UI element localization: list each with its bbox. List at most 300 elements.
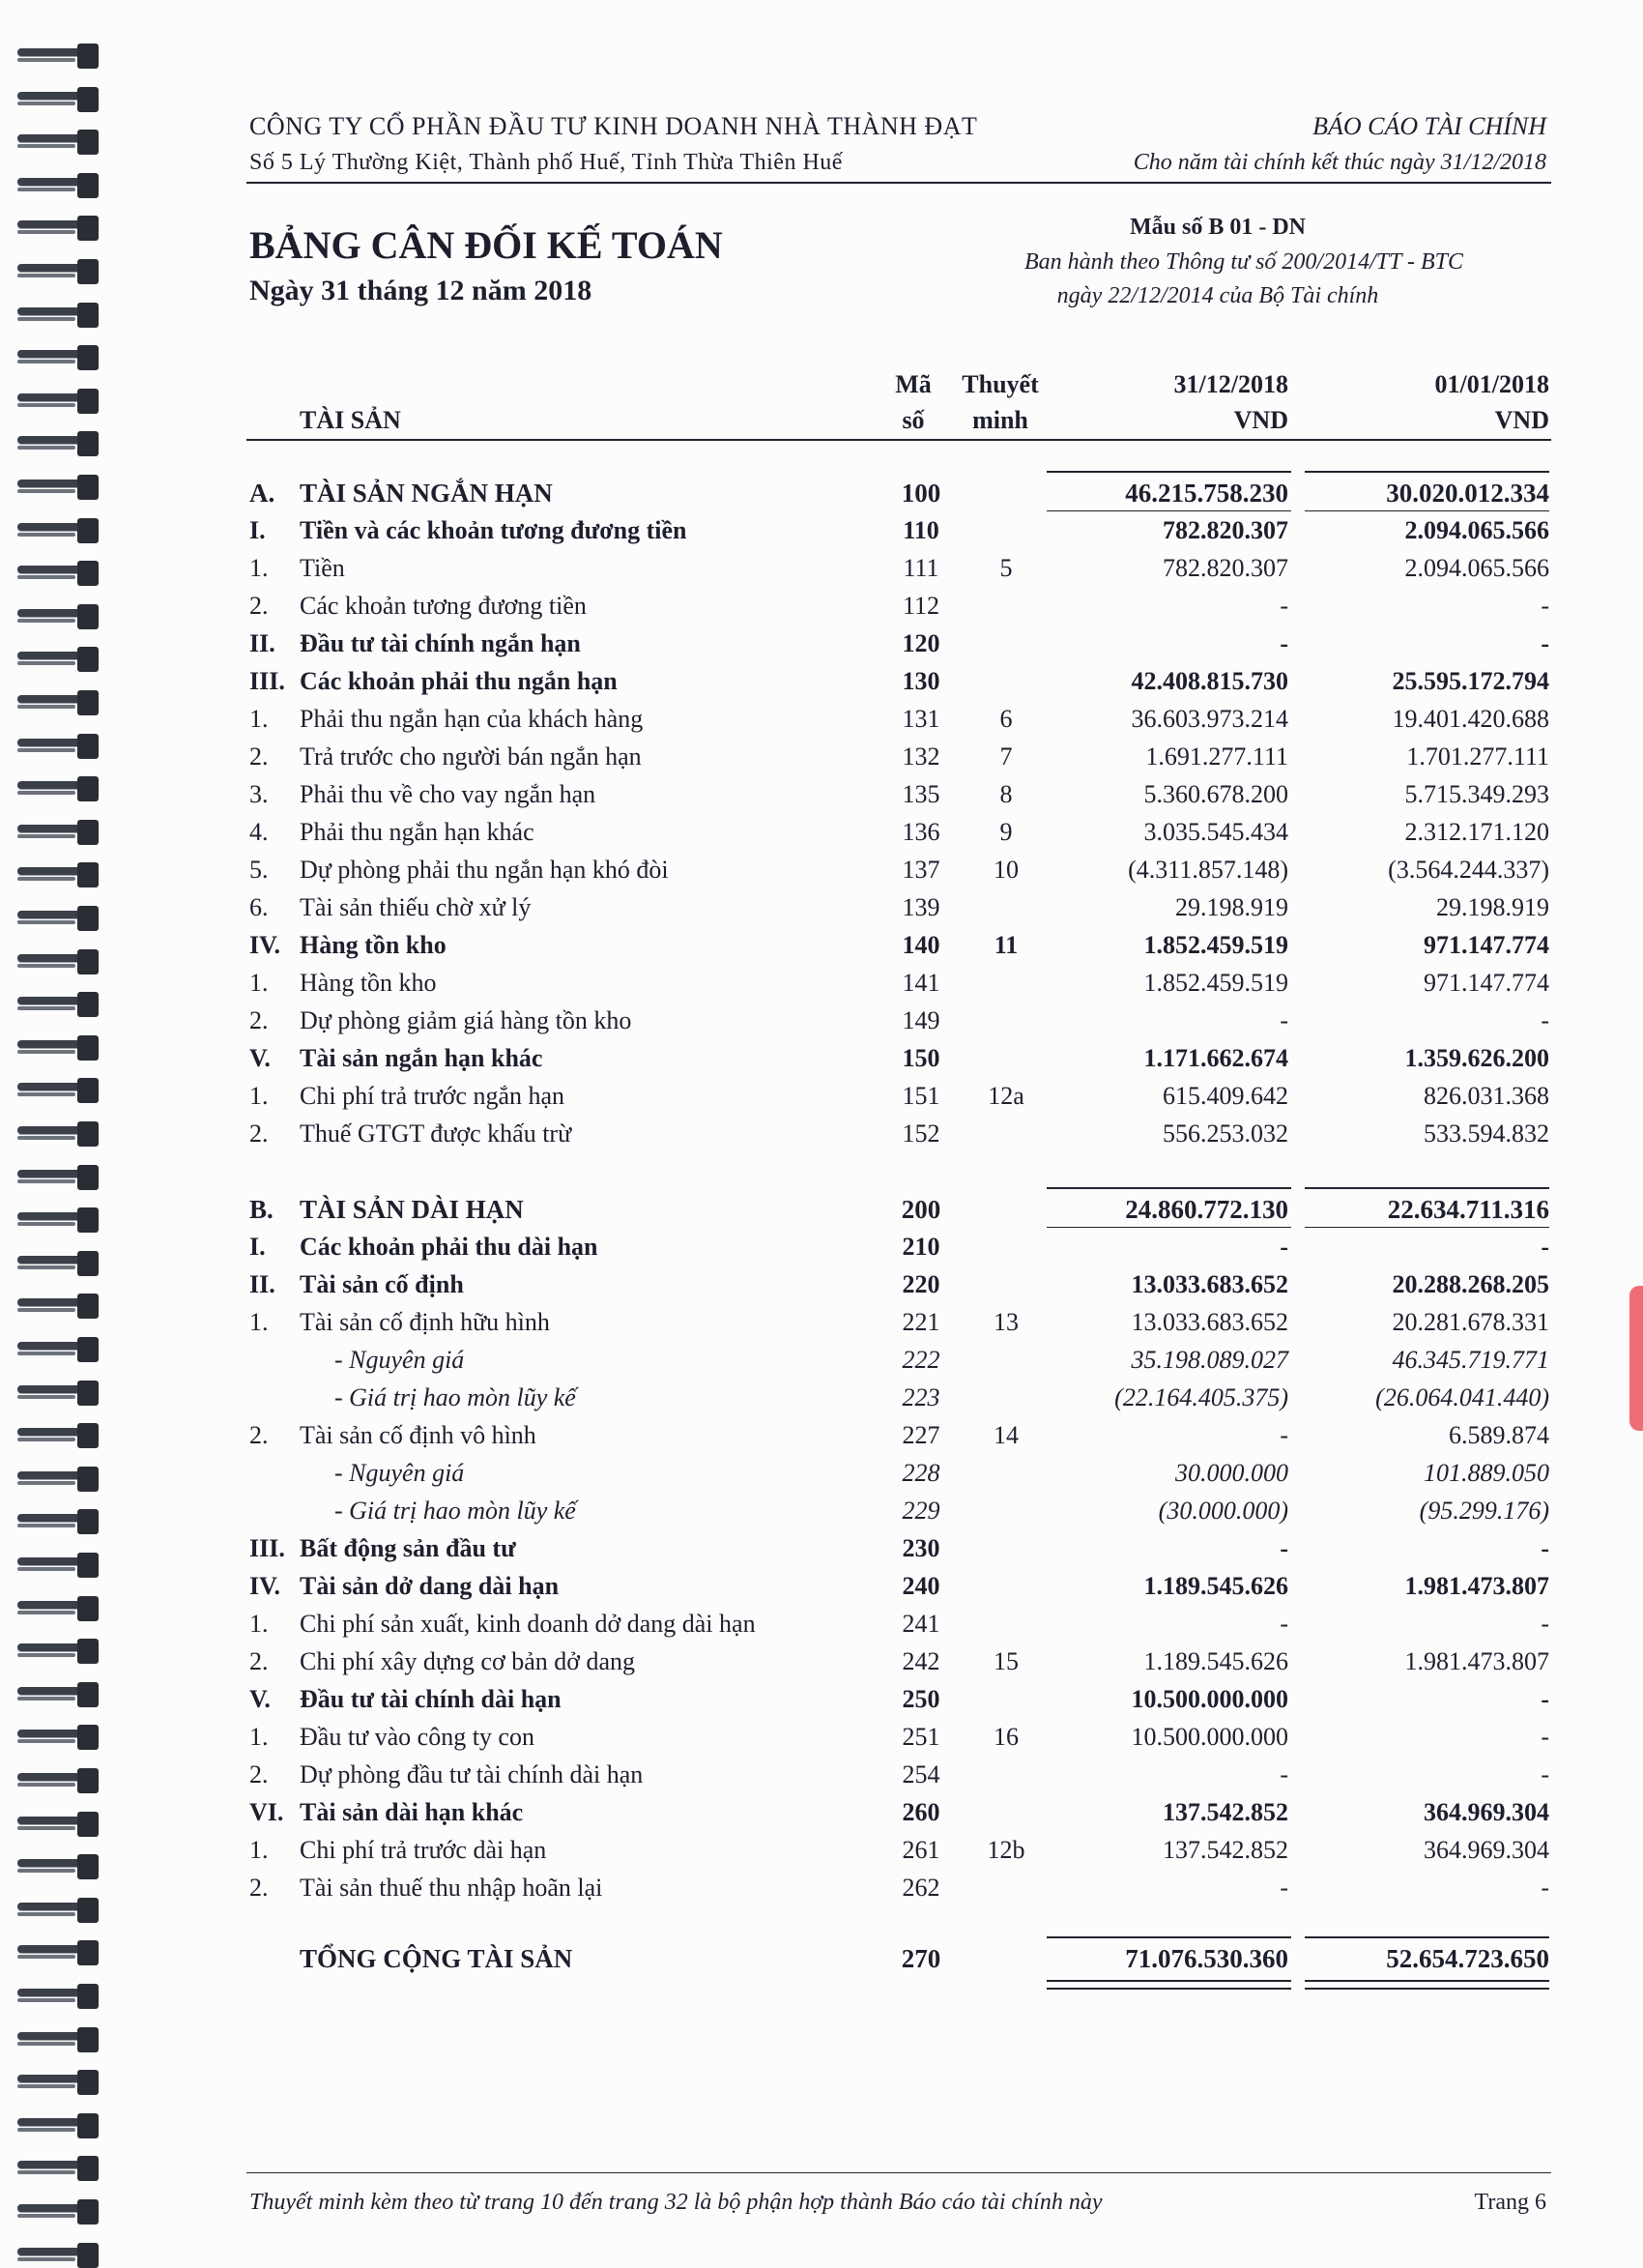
row-label: - Giá trị hao mòn lũy kế: [334, 1497, 576, 1525]
table-row: [249, 516, 1549, 553]
row-label: Chi phí xây dựng cơ bản dở dang: [300, 1647, 636, 1675]
row-code: 200: [901, 1195, 941, 1224]
value-2018-12-31: 1.691.277.111: [1145, 742, 1288, 771]
row-number: 2.: [249, 1006, 269, 1034]
row-code: 141: [902, 969, 940, 997]
value-2018-12-31: (4.311.857.148): [1128, 856, 1288, 884]
table-row: [249, 1723, 1549, 1759]
row-number: 2.: [249, 1421, 269, 1449]
row-note: 15: [994, 1647, 1019, 1675]
row-number: 1.: [249, 1836, 269, 1864]
value-2018-12-31: 137.542.852: [1163, 1836, 1288, 1864]
value-2018-12-31: -: [1280, 1006, 1288, 1034]
row-code: 270: [901, 1944, 941, 1973]
binding-coil: [0, 87, 106, 112]
value-2018-12-31: -: [1280, 1610, 1288, 1638]
table-row: [249, 1497, 1549, 1533]
value-2018-01-01: -: [1541, 1610, 1549, 1638]
value-2018-01-01: 2.312.171.120: [1404, 818, 1549, 846]
report-type: BÁO CÁO TÀI CHÍNH: [1312, 112, 1546, 140]
table-row: [249, 1082, 1549, 1119]
table-row: [249, 1534, 1549, 1571]
row-note: 14: [994, 1421, 1019, 1449]
report-date: Ngày 31 tháng 12 năm 2018: [249, 275, 592, 306]
row-number: 1.: [249, 705, 269, 733]
binding-coil: [0, 1682, 106, 1707]
binding-coil: [0, 1121, 106, 1147]
row-label: Tài sản cố định: [300, 1270, 464, 1298]
table-row: [249, 629, 1549, 666]
value-2018-01-01: 20.281.678.331: [1392, 1308, 1549, 1336]
value-2018-12-31: -: [1280, 592, 1288, 620]
row-code: 261: [902, 1836, 940, 1864]
row-label: Các khoản phải thu dài hạn: [300, 1233, 598, 1261]
binding-coil: [0, 1423, 106, 1448]
row-number: B.: [249, 1195, 274, 1224]
binding-coil: [0, 1984, 106, 2009]
row-number: 1.: [249, 969, 269, 997]
row-number: I.: [249, 1233, 266, 1261]
row-number: 1.: [249, 1610, 269, 1638]
row-code: 260: [902, 1798, 940, 1826]
value-2018-01-01: 29.198.919: [1436, 893, 1549, 921]
binding-coil: [0, 1898, 106, 1923]
report-period: Cho năm tài chính kết thúc ngày 31/12/2018: [1133, 150, 1546, 175]
binding-coil: [0, 1596, 106, 1621]
value-2018-12-31: 29.198.919: [1175, 893, 1288, 921]
value-2018-12-31: 3.035.545.434: [1143, 818, 1288, 846]
footer-note: Thuyết minh kèm theo từ trang 10 đến trang 32 là bộ phận hợp thành Báo cáo tài chính này: [249, 2190, 1103, 2215]
value-2018-01-01: 1.701.277.111: [1406, 742, 1549, 771]
row-label: Hàng tồn kho: [300, 931, 447, 959]
value-2018-12-31: (22.164.405.375): [1114, 1383, 1288, 1411]
row-code: 220: [902, 1270, 940, 1298]
table-row: [249, 1459, 1549, 1496]
binding-coil: [0, 2070, 106, 2095]
row-note: 12b: [987, 1836, 1025, 1864]
row-code: 137: [902, 856, 940, 884]
row-label: Dự phòng phải thu ngắn hạn khó đòi: [300, 856, 669, 884]
total-top-rule: [1305, 1936, 1549, 1938]
binding-coil: [0, 604, 106, 629]
value-2018-01-01: 6.589.874: [1449, 1421, 1549, 1449]
row-code: 149: [902, 1006, 940, 1034]
table-row: [249, 780, 1549, 817]
row-code: 240: [902, 1572, 940, 1600]
row-number: 1.: [249, 1308, 269, 1336]
row-label: Đầu tư vào công ty con: [300, 1723, 534, 1751]
row-number: III.: [249, 667, 285, 695]
binding-coil: [0, 1294, 106, 1319]
table-row: [249, 1044, 1549, 1081]
binding-coil: [0, 44, 106, 69]
value-2018-12-31: 615.409.642: [1163, 1082, 1288, 1110]
value-2018-01-01: -: [1541, 592, 1549, 620]
value-2018-12-31: 35.198.089.027: [1131, 1346, 1288, 1374]
binding-coil: [0, 690, 106, 715]
row-label: Dự phòng đầu tư tài chính dài hạn: [300, 1760, 644, 1788]
table-row: [249, 1610, 1549, 1646]
table-row: [249, 1119, 1549, 1156]
table-row: [249, 1233, 1549, 1269]
row-number: II.: [249, 1270, 275, 1298]
row-label: Phải thu về cho vay ngắn hạn: [300, 780, 596, 808]
row-label: Tiền và các khoản tương đương tiền: [300, 516, 687, 544]
value-2018-12-31: 5.360.678.200: [1143, 780, 1288, 808]
row-note: 12a: [988, 1082, 1024, 1110]
binding-coil: [0, 2243, 106, 2268]
form-line-1: Ban hành theo Thông tư số 200/2014/TT - BTC: [1024, 249, 1464, 275]
header-rule: [246, 182, 1551, 184]
binding-coil: [0, 647, 106, 672]
row-label: Hàng tồn kho: [300, 969, 437, 997]
table-row: [249, 1944, 1549, 1981]
value-2018-12-31: -: [1280, 1874, 1288, 1902]
row-label: Trả trước cho người bán ngắn hạn: [300, 742, 642, 771]
row-label: Chi phí trả trước ngắn hạn: [300, 1082, 565, 1110]
subtotal-rule: [1305, 510, 1549, 511]
row-number: 2.: [249, 1119, 269, 1148]
row-code: 242: [902, 1647, 940, 1675]
row-code: 228: [902, 1459, 940, 1487]
form-line-2: ngày 22/12/2014 của Bộ Tài chính: [1056, 283, 1379, 308]
table-row: [249, 1421, 1549, 1458]
binding-coil: [0, 1940, 106, 1965]
row-note: 11: [994, 931, 1019, 959]
value-2018-12-31: (30.000.000): [1158, 1497, 1288, 1525]
value-2018-12-31: 13.033.683.652: [1131, 1270, 1288, 1298]
table-row: [249, 592, 1549, 628]
value-2018-01-01: 1.359.626.200: [1404, 1044, 1549, 1072]
row-label: Đầu tư tài chính dài hạn: [300, 1685, 562, 1713]
row-note: 5: [999, 554, 1013, 582]
row-number: 2.: [249, 592, 269, 620]
value-2018-12-31: 782.820.307: [1163, 516, 1288, 544]
row-number: 2.: [249, 742, 269, 771]
table-row: [249, 856, 1549, 892]
value-2018-12-31: 42.408.815.730: [1131, 667, 1288, 695]
binding-coil: [0, 1337, 106, 1362]
value-2018-01-01: (95.299.176): [1419, 1497, 1549, 1525]
total-double-rule: [1047, 1980, 1291, 1982]
row-number: 1.: [249, 554, 269, 582]
row-label: TÀI SẢN NGẮN HẠN: [300, 479, 553, 508]
row-code: 110: [903, 516, 939, 544]
binding-coil: [0, 2027, 106, 2052]
value-2018-12-31: 24.860.772.130: [1125, 1195, 1288, 1224]
row-number: 1.: [249, 1082, 269, 1110]
row-code: 254: [902, 1760, 940, 1788]
binding-coil: [0, 1553, 106, 1578]
row-label: - Giá trị hao mòn lũy kế: [334, 1383, 576, 1411]
row-label: Tài sản cố định hữu hình: [300, 1308, 550, 1336]
row-label: Chi phí sản xuất, kinh doanh dở dang dài hạn: [300, 1610, 756, 1638]
value-2018-01-01: 1.981.473.807: [1404, 1647, 1549, 1675]
value-2018-12-31: 1.852.459.519: [1143, 969, 1288, 997]
binding-coil: [0, 2199, 106, 2224]
value-2018-01-01: 971.147.774: [1424, 931, 1549, 959]
company-address: Số 5 Lý Thường Kiệt, Thành phố Huế, Tỉnh Thừa Thiên Huế: [249, 150, 843, 175]
section-a-rule: [1047, 471, 1291, 473]
row-code: 150: [902, 1044, 940, 1072]
value-2018-12-31: -: [1280, 1534, 1288, 1562]
row-code: 227: [902, 1421, 940, 1449]
value-2018-12-31: 1.189.545.626: [1143, 1647, 1288, 1675]
binding-coil: [0, 1509, 106, 1534]
value-2018-01-01: 46.345.719.771: [1392, 1346, 1549, 1374]
value-2018-01-01: 25.595.172.794: [1392, 667, 1549, 695]
row-note: 10: [994, 856, 1019, 884]
page-title: BẢNG CÂN ĐỐI KẾ TOÁN: [249, 223, 723, 267]
binding-coil: [0, 1812, 106, 1837]
value-2018-01-01: 2.094.065.566: [1404, 516, 1549, 544]
binding-coil: [0, 1639, 106, 1664]
row-label: Chi phí trả trước dài hạn: [300, 1836, 547, 1864]
table-row: [249, 1798, 1549, 1835]
row-number: 2.: [249, 1874, 269, 1902]
table-row: [249, 893, 1549, 930]
binding-coil: [0, 1251, 106, 1276]
value-2018-01-01: 971.147.774: [1424, 969, 1549, 997]
row-code: 210: [902, 1233, 940, 1261]
row-label: Tài sản ngắn hạn khác: [300, 1044, 543, 1072]
row-label: Tiền: [300, 554, 345, 582]
binding-coil: [0, 1725, 106, 1750]
row-label: Phải thu ngắn hạn khác: [300, 818, 534, 846]
value-2018-12-31: 10.500.000.000: [1131, 1685, 1288, 1713]
binding-coil: [0, 2156, 106, 2181]
value-2018-01-01: -: [1541, 1723, 1549, 1751]
binding-coil: [0, 1854, 106, 1879]
column-code-2: số: [902, 406, 925, 434]
row-code: 151: [902, 1082, 940, 1110]
spiral-binding: [0, 0, 106, 2264]
value-2018-12-31: 782.820.307: [1163, 554, 1288, 582]
row-number: 3.: [249, 780, 269, 808]
table-row: [249, 1760, 1549, 1797]
binding-coil: [0, 303, 106, 328]
row-number: II.: [249, 629, 275, 657]
row-code: 130: [902, 667, 940, 695]
row-note: 16: [994, 1723, 1019, 1751]
row-number: 5.: [249, 856, 269, 884]
row-number: IV.: [249, 1572, 281, 1600]
table-row: [249, 1647, 1549, 1684]
column-date-1: 31/12/2018: [1173, 370, 1288, 398]
row-code: 152: [902, 1119, 940, 1148]
binding-coil: [0, 1165, 106, 1190]
value-2018-01-01: 30.020.012.334: [1386, 479, 1549, 508]
value-2018-12-31: 1.171.662.674: [1143, 1044, 1288, 1072]
row-code: 222: [902, 1346, 940, 1374]
value-2018-01-01: -: [1541, 1233, 1549, 1261]
column-note-1: Thuyết: [962, 370, 1039, 398]
value-2018-01-01: -: [1541, 1874, 1549, 1902]
value-2018-12-31: 46.215.758.230: [1125, 479, 1288, 508]
row-code: 111: [903, 554, 939, 582]
binding-coil: [0, 1768, 106, 1793]
value-2018-01-01: 22.634.711.316: [1387, 1195, 1549, 1224]
row-number: 1.: [249, 1723, 269, 1751]
binding-coil: [0, 1078, 106, 1103]
total-double-rule: [1305, 1980, 1549, 1982]
row-label: TỔNG CỘNG TÀI SẢN: [300, 1944, 573, 1973]
binding-coil: [0, 1207, 106, 1233]
value-2018-01-01: 2.094.065.566: [1404, 554, 1549, 582]
column-unit-1: VND: [1233, 406, 1288, 434]
company-name: CÔNG TY CỔ PHẦN ĐẦU TƯ KINH DOANH NHÀ THÀNH ĐẠT: [249, 112, 978, 140]
row-number: 6.: [249, 893, 269, 921]
row-label: Đầu tư tài chính ngắn hạn: [300, 629, 581, 657]
section-b-rule: [1305, 1187, 1549, 1189]
row-code: 100: [901, 479, 941, 508]
value-2018-12-31: -: [1280, 1760, 1288, 1788]
binding-coil: [0, 389, 106, 414]
row-label: Tài sản dở dang dài hạn: [300, 1572, 560, 1600]
row-label: Các khoản phải thu ngắn hạn: [300, 667, 618, 695]
value-2018-12-31: 10.500.000.000: [1131, 1723, 1288, 1751]
row-code: 241: [902, 1610, 940, 1638]
binding-coil: [0, 1467, 106, 1492]
value-2018-12-31: -: [1280, 629, 1288, 657]
value-2018-12-31: 137.542.852: [1163, 1798, 1288, 1826]
table-row: [249, 1308, 1549, 1345]
binding-coil: [0, 820, 106, 845]
row-number: I.: [249, 516, 266, 544]
row-code: 223: [902, 1383, 940, 1411]
value-2018-01-01: 52.654.723.650: [1386, 1944, 1549, 1973]
table-row: [249, 742, 1549, 779]
row-note: 7: [999, 742, 1013, 771]
footer-rule: [246, 2172, 1551, 2173]
row-label: Tài sản dài hạn khác: [300, 1798, 524, 1826]
binding-coil: [0, 949, 106, 974]
binding-coil: [0, 259, 106, 284]
page-number: Trang 6: [1474, 2190, 1546, 2215]
binding-coil: [0, 518, 106, 543]
value-2018-12-31: -: [1280, 1233, 1288, 1261]
total-double-rule: [1305, 1988, 1549, 1990]
value-2018-12-31: 1.189.545.626: [1143, 1572, 1288, 1600]
table-row: [249, 554, 1549, 591]
value-2018-12-31: 71.076.530.360: [1125, 1944, 1288, 1973]
row-code: 262: [902, 1874, 940, 1902]
row-label: Phải thu ngắn hạn của khách hàng: [300, 705, 644, 733]
value-2018-01-01: -: [1541, 1685, 1549, 1713]
red-stamp-edge: [1629, 1286, 1643, 1431]
value-2018-12-31: -: [1280, 1421, 1288, 1449]
row-label: Tài sản thiếu chờ xử lý: [300, 893, 532, 921]
row-number: 4.: [249, 818, 269, 846]
column-note-2: minh: [972, 406, 1028, 434]
value-2018-01-01: 19.401.420.688: [1392, 705, 1549, 733]
table-row: [249, 1346, 1549, 1382]
value-2018-01-01: 826.031.368: [1424, 1082, 1549, 1110]
binding-coil: [0, 992, 106, 1017]
value-2018-01-01: 101.889.050: [1424, 1459, 1549, 1487]
row-number: VI.: [249, 1798, 284, 1826]
column-header-rule: [246, 439, 1551, 441]
row-code: 120: [902, 629, 940, 657]
row-code: 250: [902, 1685, 940, 1713]
row-number: IV.: [249, 931, 281, 959]
subtotal-rule: [1047, 1227, 1291, 1228]
row-code: 140: [902, 931, 940, 959]
table-row: [249, 667, 1549, 704]
total-double-rule: [1047, 1988, 1291, 1990]
value-2018-01-01: (3.564.244.337): [1388, 856, 1549, 884]
row-number: V.: [249, 1685, 271, 1713]
row-number: V.: [249, 1044, 271, 1072]
row-note: 13: [994, 1308, 1019, 1336]
row-label: - Nguyên giá: [334, 1346, 465, 1374]
row-code: 112: [902, 592, 940, 620]
form-number: Mẫu số B 01 - DN: [1129, 215, 1306, 240]
binding-coil: [0, 130, 106, 155]
row-code: 139: [902, 893, 940, 921]
row-number: A.: [249, 479, 275, 508]
row-label: Tài sản thuế thu nhập hoãn lại: [300, 1874, 603, 1902]
row-label: Các khoản tương đương tiền: [300, 592, 587, 620]
row-label: - Nguyên giá: [334, 1459, 465, 1487]
table-row: [249, 705, 1549, 741]
binding-coil: [0, 345, 106, 370]
row-code: 251: [902, 1723, 940, 1751]
subtotal-rule: [1305, 1227, 1549, 1228]
row-code: 136: [902, 818, 940, 846]
binding-coil: [0, 431, 106, 456]
row-code: 135: [902, 780, 940, 808]
binding-coil: [0, 216, 106, 241]
table-row: [249, 1685, 1549, 1722]
value-2018-12-31: 13.033.683.652: [1131, 1308, 1288, 1336]
row-label: Thuế GTGT được khấu trừ: [300, 1119, 572, 1148]
row-label: Tài sản cố định vô hình: [300, 1421, 536, 1449]
value-2018-01-01: 1.981.473.807: [1404, 1572, 1549, 1600]
binding-coil: [0, 906, 106, 931]
table-row: [249, 1836, 1549, 1873]
value-2018-12-31: 30.000.000: [1175, 1459, 1288, 1487]
value-2018-01-01: -: [1541, 1006, 1549, 1034]
row-label: Bất động sản đầu tư: [300, 1534, 516, 1562]
column-unit-2: VND: [1494, 406, 1549, 434]
table-row: [249, 969, 1549, 1005]
table-row: [249, 818, 1549, 855]
table-row: [249, 1383, 1549, 1420]
row-number: 2.: [249, 1647, 269, 1675]
value-2018-01-01: 5.715.349.293: [1404, 780, 1549, 808]
row-code: 131: [902, 705, 940, 733]
value-2018-01-01: -: [1541, 1760, 1549, 1788]
value-2018-01-01: -: [1541, 629, 1549, 657]
binding-coil: [0, 862, 106, 887]
row-label: Dự phòng giảm giá hàng tồn kho: [300, 1006, 632, 1034]
row-number: 2.: [249, 1760, 269, 1788]
value-2018-01-01: 364.969.304: [1424, 1836, 1549, 1864]
value-2018-01-01: 533.594.832: [1424, 1119, 1549, 1148]
section-b-rule: [1047, 1187, 1291, 1189]
column-asset: TÀI SẢN: [300, 406, 401, 434]
row-code: 221: [902, 1308, 940, 1336]
binding-coil: [0, 1035, 106, 1061]
total-top-rule: [1047, 1936, 1291, 1938]
binding-coil: [0, 173, 106, 198]
binding-coil: [0, 2113, 106, 2138]
binding-coil: [0, 734, 106, 759]
value-2018-01-01: (26.064.041.440): [1375, 1383, 1549, 1411]
column-date-2: 01/01/2018: [1434, 370, 1549, 398]
value-2018-01-01: -: [1541, 1534, 1549, 1562]
